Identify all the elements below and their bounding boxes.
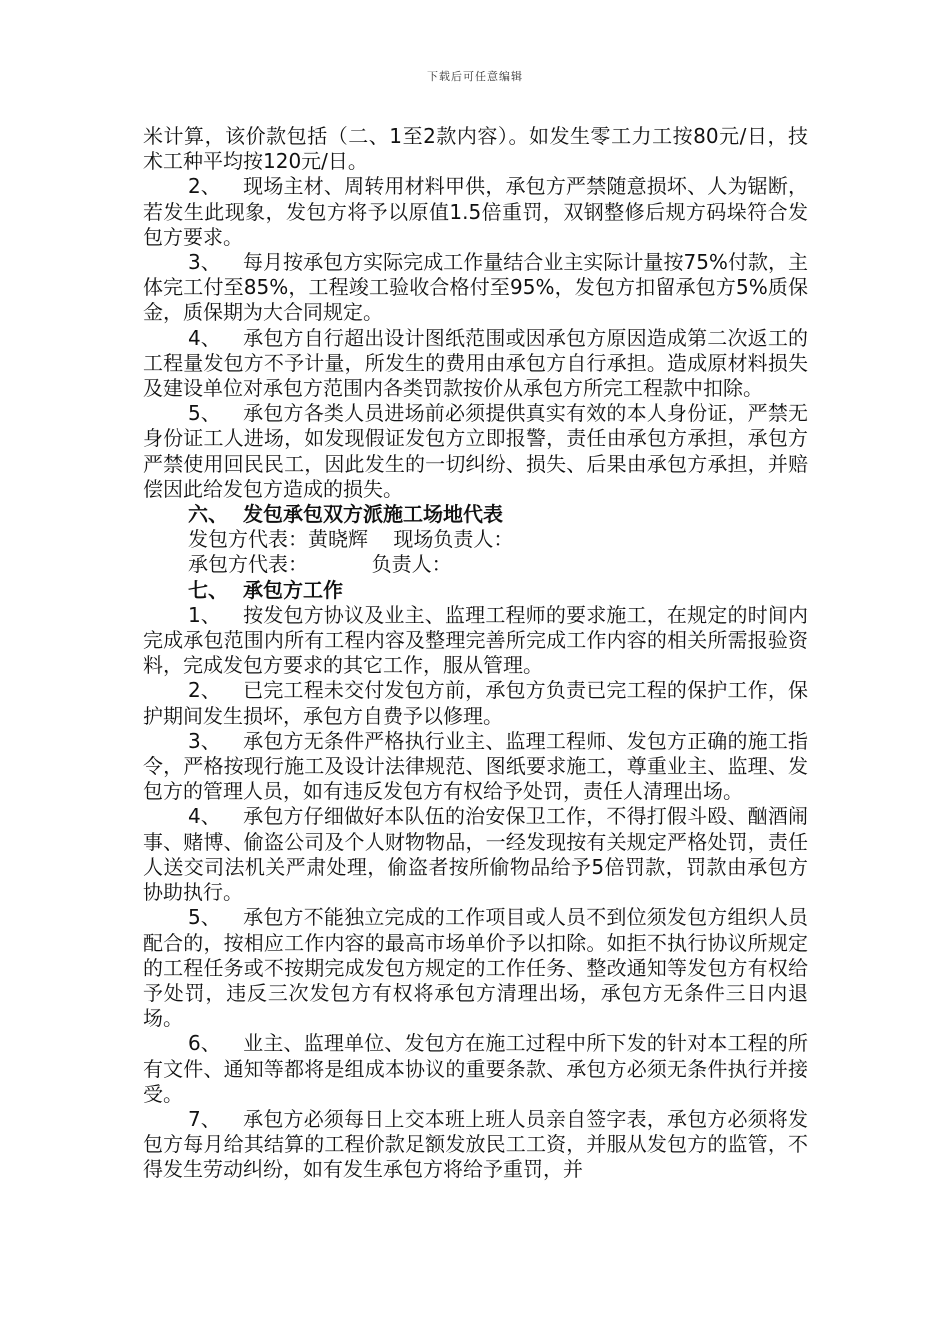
section6-heading (143, 502, 808, 527)
item-number: 5、 (188, 401, 221, 426)
section-title: 发包承包双方派施工场地代表 (243, 502, 503, 527)
section7-item-6 (143, 1031, 808, 1107)
item-text: 现场主材、周转用材料甲供，承包方严禁随意损坏、人为锯断，若发生此现象，发包方将予以原值1.5倍重罚，双钢整修后规方码垛符合发包方要求。 (143, 174, 808, 249)
section5-item-5 (143, 401, 808, 502)
section7-item-3 (143, 729, 808, 805)
section7-item-7 (143, 1107, 808, 1183)
document-body (143, 124, 808, 1183)
item-number: 4、 (188, 804, 221, 829)
item-text: 按发包方协议及业主、监理工程师的要求施工，在规定的时间内完成承包范围内所有工程内容及整理完善所完成工作内容的相关所需报验资料，完成发包方要求的其它工作，服从管理。 (143, 602, 808, 678)
section7-item-1 (143, 603, 808, 679)
intro-paragraph: 米计算，该价款包括（二、1至2款内容）。如发生零工力工按80元/日，技术工种平均按120元/日。 (143, 124, 808, 174)
item-text: 已完工程未交付发包方前，承包方负责已完工程的保护工作，保护期间发生损坏，承包方自费予以修理。 (143, 678, 808, 728)
item-number: 3、 (188, 728, 221, 753)
item-text: 承包方仔细做好本队伍的治安保卫工作，不得打假斗殴、酗酒闹事、赌博、偷盗公司及个人财物物品，一经发现按有关规定严格处罚，责任人送交司法机关严肃处理，偷盗者按所偷物品给予5倍罚款，罚款由承包方协助执行。 (143, 804, 808, 905)
item-number: 6、 (188, 1031, 221, 1056)
item-number: 4、 (188, 325, 221, 350)
section7-heading (143, 578, 808, 603)
item-text: 承包方必须每日上交本班上班人员亲自签字表，承包方必须将发包方每月给其结算的工程价款足额发放民工工资，并服从发包方的监管，不得发生劳动纠纷，如有发生承包方将给予重罚，并 (143, 1106, 808, 1182)
item-text: 业主、监理单位、发包方在施工过程中所下发的针对本工程的所有文件、通知等都将是组成本协议的重要条款、承包方必须无条件执行并接受。 (143, 1031, 808, 1106)
item-number: 1、 (188, 602, 221, 627)
section7-item-4 (143, 804, 808, 905)
employer-representative-line: 发包方代表：黄晓辉 现场负责人： (188, 527, 514, 552)
section5-item-4 (143, 326, 808, 402)
contractor-representative-line: 承包方代表： 负责人： (188, 552, 452, 577)
item-number: 2、 (188, 678, 221, 703)
item-number: 5、 (188, 905, 221, 930)
item-text: 承包方无条件严格执行业主、监理工程师、发包方正确的施工指令，严格按现行施工及设计法律规范、图纸要求施工，尊重业主、监理、发包方的管理人员，如有违反发包方有权给予处罚，责任人清理出场。 (143, 728, 808, 804)
section5-item-3 (143, 250, 808, 326)
item-text: 每月按承包方实际完成工作量结合业主实际计量按75%付款，主体完工付至85%，工程竣工验收合格付至95%，发包方扣留承包方5%质保金，质保期为大合同规定。 (143, 250, 808, 325)
item-text: 承包方不能独立完成的工作项目或人员不到位须发包方组织人员配合的，按相应工作内容的最高市场单价予以扣除。如拒不执行协议所规定的工程任务或不按期完成发包方规定的工作任务、整改通知等发包方有权给予处罚，违反三次发包方有权将承包方清理出场，承包方无条件三日内退场。 (143, 905, 808, 1031)
item-number: 7、 (188, 1106, 221, 1131)
item-text: 承包方各类人员进场前必须提供真实有效的本人身份证，严禁无身份证工人进场，如发现假证发包方立即报警，责任由承包方承担，承包方严禁使用回民民工，因此发生的一切纠纷、损失、后果由承包方承担，并赔偿因此给发包方造成的损失。 (143, 401, 808, 501)
section5-item-2 (143, 174, 808, 250)
section-number: 六、 (188, 502, 228, 527)
item-number: 3、 (188, 250, 221, 275)
page-header: 下载后可任意编辑 (427, 70, 523, 83)
section7-item-2 (143, 678, 808, 728)
item-text: 承包方自行超出设计图纸范围或因承包方原因造成第二次返工的工程量发包方不予计量，所发生的费用由承包方自行承担。造成原材料损失及建设单位对承包方范围内各类罚款按价从承包方所完工程款中扣除。 (143, 325, 808, 401)
section-number: 七、 (188, 577, 228, 602)
section-title: 承包方工作 (243, 577, 343, 602)
item-number: 2、 (188, 174, 221, 199)
section7-item-5 (143, 905, 808, 1031)
